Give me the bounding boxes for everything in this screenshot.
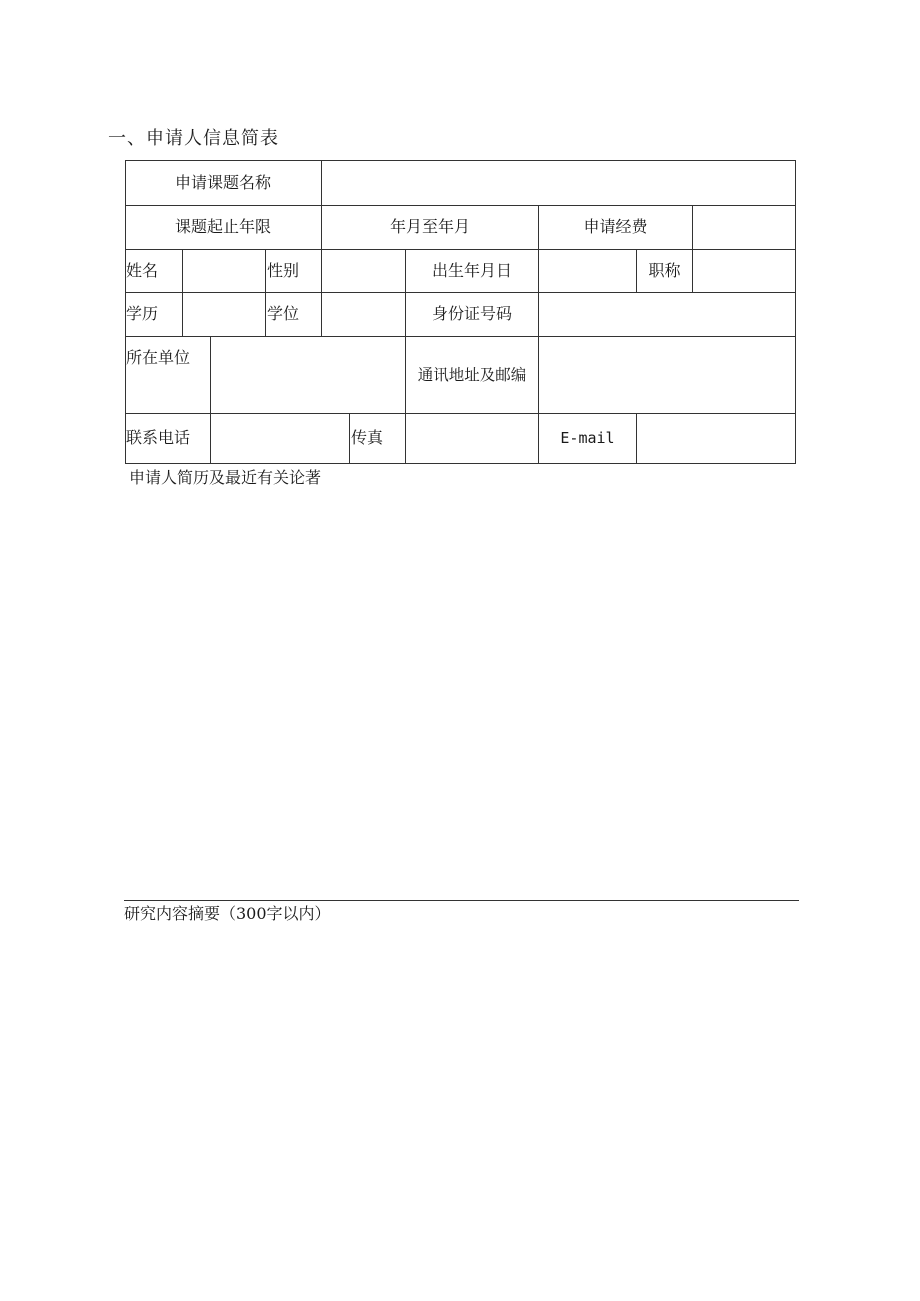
fax-label: 传真 [351, 428, 384, 447]
degree-label: 学位 [267, 304, 300, 323]
section-divider [124, 900, 799, 901]
resume-section-label: 申请人简历及最近有关论著 [129, 468, 322, 487]
education-label: 学历 [126, 304, 159, 323]
phone-field[interactable] [211, 413, 350, 463]
summary-content-area[interactable] [124, 930, 799, 1250]
id-number-field[interactable] [539, 292, 796, 336]
project-name-label: 申请课题名称 [174, 172, 271, 192]
summary-section-label: 研究内容摘要（300字以内） [124, 904, 331, 923]
applicant-info-table [125, 160, 796, 464]
education-field[interactable] [183, 292, 266, 336]
name-label: 姓名 [126, 260, 159, 280]
email-field[interactable] [637, 413, 796, 463]
funding-label: 申请经费 [583, 217, 648, 236]
email-label: E-mail [560, 429, 615, 447]
funding-field[interactable] [693, 205, 796, 249]
address-label: 通讯地址及邮编 [417, 365, 527, 384]
gender-field[interactable] [322, 249, 406, 292]
birth-date-label: 出生年月日 [431, 260, 512, 280]
fax-field[interactable] [406, 413, 539, 463]
resume-content-area[interactable] [124, 492, 799, 896]
section-heading: 一、申请人信息简表 [108, 128, 279, 149]
address-field[interactable] [539, 336, 796, 413]
birth-date-field[interactable] [539, 249, 637, 292]
phone-label: 联系电话 [126, 428, 191, 447]
project-period-field[interactable]: 年月至年月 [389, 217, 470, 236]
project-name-field[interactable] [322, 160, 796, 205]
table-border-line [125, 463, 796, 464]
title-field[interactable] [693, 249, 796, 292]
id-number-label: 身份证号码 [431, 304, 512, 323]
title-label: 职称 [648, 260, 681, 280]
gender-label: 性别 [267, 260, 300, 280]
work-unit-label: 所在单位 [126, 348, 191, 367]
name-field[interactable] [183, 249, 266, 292]
project-period-label: 课题起止年限 [174, 217, 271, 236]
work-unit-field[interactable] [211, 336, 406, 413]
degree-field[interactable] [322, 292, 406, 336]
